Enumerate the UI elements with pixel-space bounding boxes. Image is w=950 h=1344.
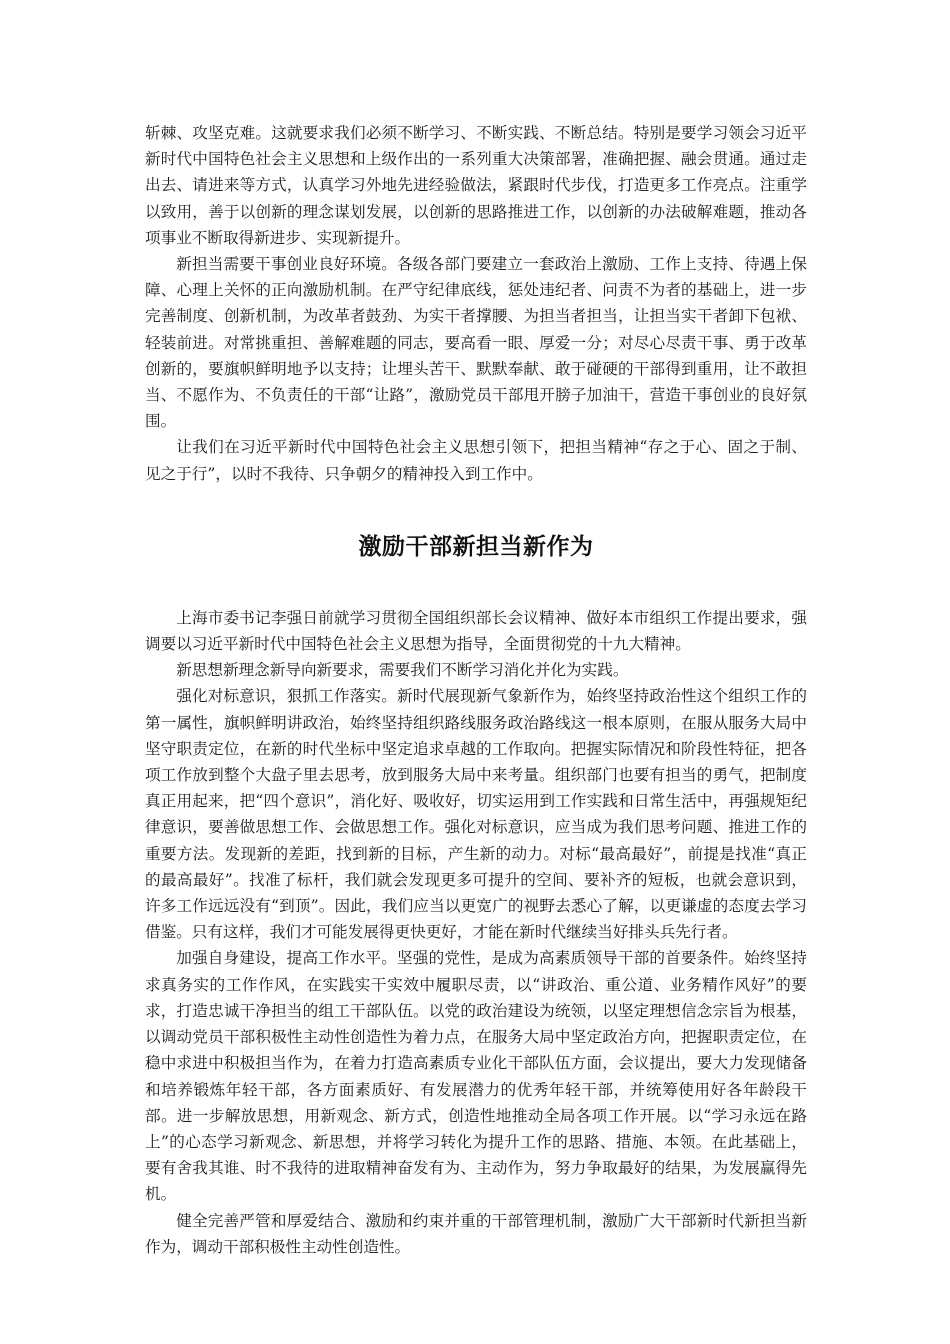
article-paragraph-1: 上海市委书记李强日前就学习贯彻全国组织部长会议精神、做好本市组织工作提出要求，强调要以习近平新时代中国特色社会主义思想为指导，全面贯彻党的十九大精神。 <box>145 608 807 654</box>
article-paragraph-5: 健全完善严管和厚爱结合、激励和约束并重的干部管理机制，激励广大干部新时代新担当新作为，调动干部积极性主动性创造性。 <box>145 1211 807 1256</box>
article-paragraph-3: 强化对标意识，狠抓工作落实。新时代展现新气象新作为，始终坚持政治性这个组织工作的第一属性，旗帜鲜明讲政治，始终坚持组织路线服务政治路线这一根本原则，在服从服务大局中坚守职责定位，在新的时代坐标中坚定追求卓越的工作取向。把握实际情况和阶段性特征，把各项工作放到整个大盘子里去思考，放到服务大局中来考量。组织部门也要有担当的勇气，把制度真正用起来，把“四个意识”，消化好、吸收好，切实运用到工作实践和日常生活中，再强规矩纪律意识，要善做思想工作、会做思想工作。强化对标意识，应当成为我们思考问题、推进工作的重要方法。发现新的差距，找到新的目标，产生新的动力。对标“最高最好”，前提是找准“真正的最高最好”。找准了标杆，我们就会发现更多可提升的空间、要补齐的短板，也就会意识到，许多工作远远没有“到顶”。因此，我们应当以更宽广的视野去悉心了解，以更谦虚的态度去学习借鉴。只有这样，我们才可能发展得更快更好，才能在新时代继续当好排头兵先行者。 <box>145 687 807 942</box>
article-paragraph-2: 新思想新理念新导向新要求，需要我们不断学习消化并化为实践。 <box>176 661 629 680</box>
article-title: 激励干部新担当新作为 <box>358 533 594 560</box>
section1-paragraph-3: 让我们在习近平新时代中国特色社会主义思想引领下，把担当精神“存之于心、固之于制、见之于行”，以时不我待、只争朝夕的精神投入到工作中。 <box>145 438 807 483</box>
section1-paragraph-2: 新担当需要干事创业良好环境。各级各部门要建立一套政治上激励、工作上支持、待遇上保障、心理上关怀的正向激励机制。在严守纪律底线，惩处违纪者、问责不为者的基础上，进一步完善制度、创新机制，为改革者鼓劲、为实干者撑腰、为担当者担当，让担当实干者卸下包袱、轻装前进。对常挑重担、善解难题的同志，要高看一眼、厚爱一分；对尽心尽责干事、勇于改革创新的，要旗帜鲜明地予以支持；让埋头苦干、默默奉献、敢于碰硬的干部得到重用，让不敢担当、不愿作为、不负责任的干部“让路”，激励党员干部甩开膀子加油干，营造干事创业的良好氛围。 <box>145 255 807 431</box>
section1-paragraph-1: 斩棘、攻坚克难。这就要求我们必须不断学习、不断实践、不断总结。特别是要学习领会习近平新时代中国特色社会主义思想和上级作出的一系列重大决策部署，准确把握、融会贯通。通过走出去、请进来等方式，认真学习外地先进经验做法，紧跟时代步伐，打造更多工作亮点。注重学以致用，善于以创新的理念谋划发展，以创新的思路推进工作，以创新的办法破解难题，推动各项事业不断取得新进步、实现新提升。 <box>145 124 807 247</box>
document-page <box>145 120 807 1260</box>
article-paragraph-4: 加强自身建设，提高工作水平。坚强的党性，是成为高素质领导干部的首要条件。始终坚持求真务实的工作作风，在实践实干实效中履职尽责，以“讲政治、重公道、业务精作风好”的要求，打造忠诚干净担当的组工干部队伍。以党的政治建设为统领，以坚定理想信念宗旨为根基，以调动党员干部积极性主动性创造性为着力点，在服务大局中坚定政治方向，把握职责定位，在稳中求进中积极担当作为，在着力打造高素质专业化干部队伍方面，会议提出，要大力发现储备和培养锻炼年轻干部，各方面素质好、有发展潜力的优秀年轻干部，并统筹使用好各年龄段干部。进一步解放思想，用新观念、新方式，创造性地推动全局各项工作开展。以“学习永远在路上”的心态学习新观念、新思想，并将学习转化为提升工作的思路、措施、本领。在此基础上，要有舍我其谁、时不我待的进取精神奋发有为、主动作为，努力争取最好的结果，为发展赢得先机。 <box>145 949 807 1204</box>
